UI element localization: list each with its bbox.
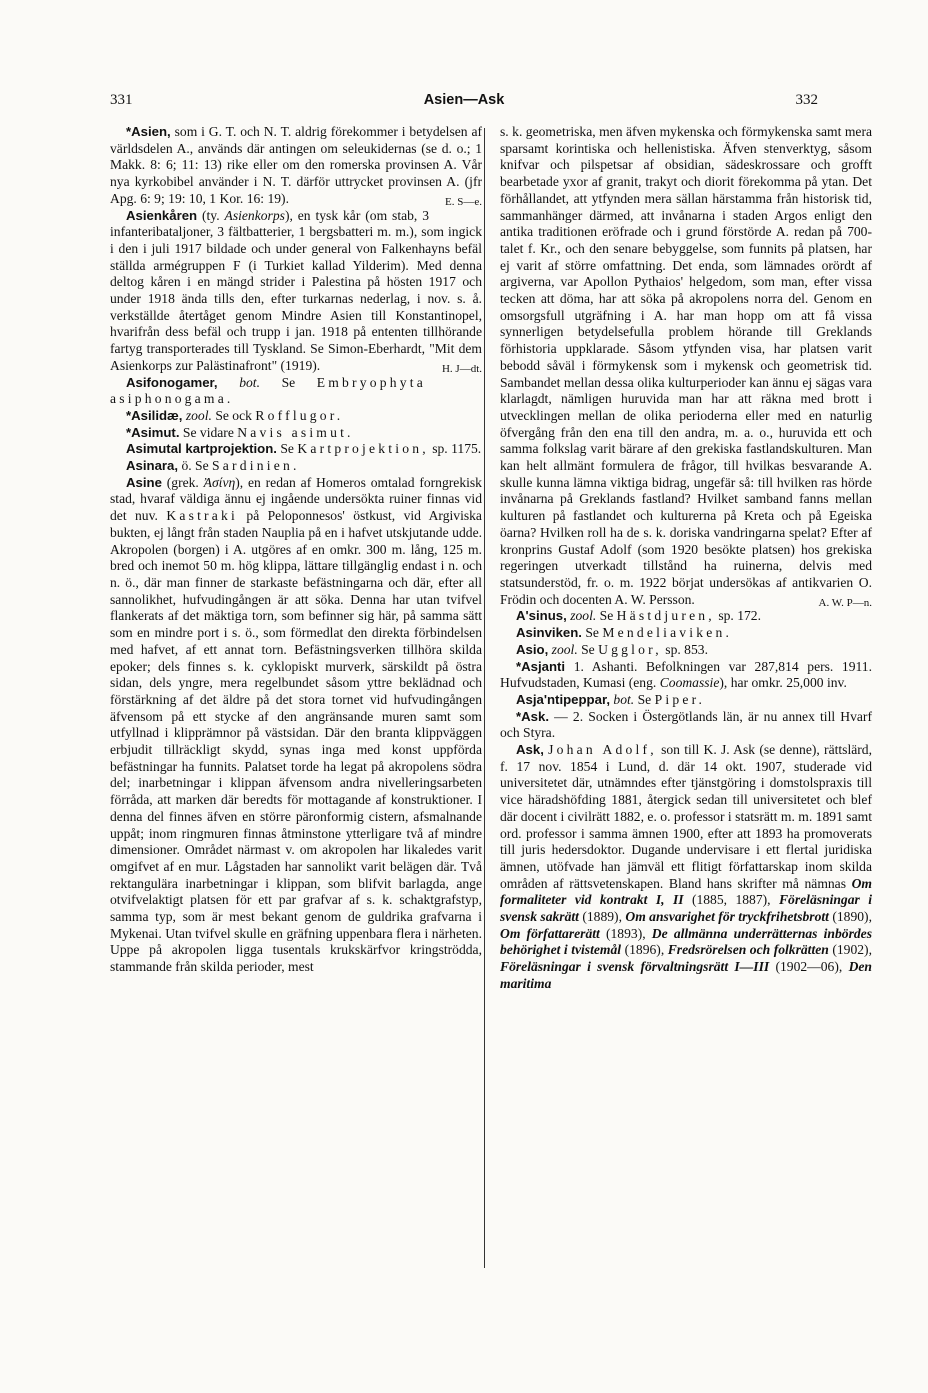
cross-reference: Sardinien. — [212, 458, 300, 474]
column-divider — [484, 128, 485, 1268]
greek-term: Ἀσίνη — [203, 474, 236, 490]
entry-text: på Peloponnesos' östkust, vid Argiviska bukten, ej långt från staden Nauplia på en i hafvet utskjutande udde. Akropolen (borgen) i A. utgöres af en omkr. 300 m. lång, 125 m. bred och inemot 50 m. hög klippa, lättare tillgänglig endast i n. och n. ö., där man finner de starkaste befästningarna och där, efter all sannolikhet, hufvudingången är att söka. Denna har utan tvifvel flankerats af det mäktiga torn, som befinner sig här, på samma sätt som en mindre port i s. ö., som förmedlat den direkta förbindelsen med hafvet, af ett annat torn. Befästningsverken tillhöra skilda epoker; dels finnes s. k. cyklopiskt murverk, särskildt på östra sidan, dels yngre, mera regelbundet såsom yttre beklädnad och förstärkning af det äldre på det stora tornet vid hufvudingången äfvensom på ett stycke af den angränsande muren samt som utfyllnad i klipprämnor på västsidan. Där den branta klippväggen erbjudit tillräckligt skydd, synas inga med konst uppförda befästningar ha funnits. Palatset torde ha legat på akropolens södra del; inarbetningar i klippan äfvensom andra nivelleringsarbeten förråda, att marken där beredts för mottagande af konstruktioner. I denna del finnes äfven en större päronformig cistern, afsmalnande uppåt; inom ringmuren finnas åtminstone ytterligare två af mindre dimensioner. Området närmast v. om akropolen har likaledes varit omgifvet af en mur. Lågstaden har sannolikt varit belägen där. Två rektangulära inarbetningar i klippan, som blifvit barlagda, ange otvifvelaktigt platsen för ett par grafvar af s. k. schaktgrafstyp, samma typ, som är mest bekant genom de guldrika grafvarna i Mykenai. Utan tvifvel skulle en gräfning uppenbara flera i närheten. Uppe på akropolen ligga tusentals krukskärfvor kringströdda, stammande från skilda perioder, mest — [110, 508, 482, 975]
entry-text: ö. Se — [181, 458, 209, 474]
work-title: Föreläsningar i svensk sakrätt — [500, 892, 872, 925]
headword: *Asimut. — [126, 424, 180, 440]
entry-text: (1902), — [832, 942, 872, 958]
see-label: Se ock — [215, 407, 252, 423]
cross-reference: Rofflugor. — [255, 407, 344, 423]
headword: Ask, — [516, 742, 544, 758]
entry-text: sp. 853. — [665, 641, 708, 657]
see-label: Se — [281, 374, 296, 390]
author-signature: A. W. P—n. — [818, 596, 872, 609]
entry-asine-continued — [500, 124, 872, 608]
entry-text: (1893), — [605, 925, 646, 941]
entry-asilidae — [110, 408, 482, 425]
see-label: Se — [581, 641, 595, 657]
headword: *Asien, — [126, 124, 171, 139]
field-label: zool. — [551, 641, 578, 657]
cross-reference: Embryophyta asiphonogama. — [110, 374, 426, 407]
entry-asinara — [110, 458, 482, 475]
entry-text: sp. 172. — [718, 608, 761, 624]
headword: *Ask. — [516, 708, 549, 724]
author-signature: H. J—dt. — [441, 362, 482, 375]
entry-asjanti — [500, 659, 872, 692]
cross-reference: Piper. — [654, 691, 706, 707]
cross-reference: Kartprojektion, — [297, 441, 429, 457]
field-label: zool. — [570, 608, 597, 624]
field-label: bot. — [239, 374, 260, 390]
entry-text: son till K. J. Ask (se denne), rättslärd, f. 17 nov. 1854 i Lund, d. där 14 okt. 1907, studerade vid universitetet där, utnämndes efter tjänstgöring i domstolspraxis till vice häradshöfding 1881, återgick sedan till universitetet och blef där docent i civilrätt 1882, e. o. professor i statsrätt m. m. 1891 samt ord. professor i samma ämnen 1900, efter att 1893 ha promoverats till juris hedersdoktor. Dugande undervisare i ett flertal juridiska ämnen, utöfvade han jämväl ett flitigt författarskap inom skilda områden af rättsvetenskapen. Bland hans skrifter må nämnas — [500, 742, 872, 891]
entry-text: (ty. — [202, 207, 220, 223]
entry-asienkaren — [110, 208, 482, 375]
field-label: bot. — [613, 691, 635, 707]
entry-text: ), en redan af Homeros omtalad forngrekisk stad, hvaraf väldiga ännu ej ingående undersökta ruiner finnas vid det nuv. — [110, 474, 482, 524]
headword: *Asilidæ, — [126, 407, 183, 423]
headword: Asienkåren — [126, 207, 198, 223]
headword: A'sinus, — [516, 608, 567, 624]
headword: Asine — [126, 474, 162, 490]
see-label: Se — [599, 608, 614, 624]
entry-asinus — [500, 608, 872, 625]
work-title: Föreläsningar i svensk förvaltningsrätt I—III — [500, 959, 770, 975]
right-column — [500, 124, 872, 993]
entry-text: s. k. geometriska, men äfven mykenska och förmykenska samt mera sparsamt korintiska och hellenistiska. Äfven stenverktyg, såsom knifvar och pilspetsar af obsidian, sädeskrossare och grofft bearbetade yxor af granit, trakyt och diorit förekomma på ytan. Det förhållandet, att ytfynden mera sällan härstamma från historisk tid, sammanhänger därmed, att invånarna i staden Argos enligt den antika traditionen eröfrade och i grund förstörde A. redan på 700-talet f. Kr., och den senare bebyggelse, som funnits på platsen, har ej varit af större omfattning. Det enda, som lämnades orördt af argiverna, var Apollon Pythaios' helgedom, som man, efter vissa tecken att döma, har att söka på akropolens norra del. Genom en omsorgsfull utgräfning i A. har man hopp om att få vissa synnerligen betydelsefulla problem hörande till Greklands förhistoria uppklarade. Såsom ytfynden visa, har platsen varit bebodd såväl i förmykensk som i mykensk och geometrisk tid. Sambandet mellan dessa olika kulturperioder kan ännu ej sägas vara klarlagdt, nämligen huruvida man har att räkna med brott i utvecklingen mellan de olika perioderna eller med en naturlig öfvergång från den ena till den andra, m. a. o., huruvida ett och samma folkslag varit bärare af den grekiska fastlandskulturen. Man kan helt allmänt formulera de frågor, till hvilkas besvarande A. skulle kunna lämna viktiga bidrag, ungefär så: till hvilken ras hörde invånarna på Greklands fastland? Hvilket samband fanns mellan kulturen på fastlandet och kulturerna på Kreta och på Egeiska öarna? Hvilken roll ha de s. k. doriska vandringarna spelat? Efter af kronprins Gustaf Adolf (som 1920 besökte platsen) hos grekiska regeringen utverkadt tillstånd ha ruinerna, delvis med statsunderstöd, fr. o. m. 1922 börjat undersökas af antikvarien O. Frödin och docenten A. W. Persson. — [500, 124, 872, 607]
cross-reference: Hästdjuren, — [616, 608, 715, 624]
entry-text: (1889), — [582, 909, 622, 925]
author-signature: E. S—e. — [445, 195, 482, 208]
spaced-term: Kastraki — [166, 508, 238, 524]
entry-text: (grek. — [166, 474, 199, 490]
work-title: Den maritima — [500, 959, 872, 991]
entry-asine — [110, 475, 482, 976]
italic-term: Coomassie — [659, 675, 720, 691]
work-title: Om formaliteter vid kontrakt I, II — [500, 875, 872, 908]
work-title: Om ansvarighet för tryckfrihetsbrott — [625, 909, 829, 925]
entry-asio — [500, 642, 872, 659]
entry-text: — 2. Socken i Östergötlands län, är nu annex till Hvarf och Styra. — [500, 708, 872, 741]
entry-ask-johan-adolf — [500, 742, 872, 993]
see-label: Se — [280, 441, 294, 457]
entry-ask-socken — [500, 709, 872, 742]
headword: Asio, — [516, 641, 549, 657]
headword: Asifonogamer, — [126, 374, 218, 390]
left-column — [110, 124, 482, 976]
entry-text: (1896), — [624, 942, 665, 958]
headword: Asja'ntipeppar, — [516, 691, 611, 707]
see-label: Se — [585, 625, 599, 641]
entry-asimutal — [110, 441, 482, 458]
headword: Asinara, — [126, 458, 179, 474]
entry-text: ), har omkr. 25,000 inv. — [719, 675, 847, 691]
entry-text: (1902—06), — [775, 959, 843, 975]
entry-text: som i G. T. och N. T. aldrig förekommer i betydelsen af världsdelen A., används där antingen om seleukidernas (se d. o.; 1 Makk. 8: 6; 11: 13) rike eller om den romerska provinsen A. Vår nya kyrkobibel använder i N. T. därför uttrycket provinsen A. (jfr Apg. 6: 9; 19: 10, 1 Kor. 16: 19). — [110, 124, 483, 206]
person-name: Johan Adolf, — [548, 742, 657, 758]
entry-text: (1890), — [832, 909, 872, 925]
entry-text: ), en tysk kår (om stab, 3 infanteribataljoner, 3 fältbatterier, 1 bergsbatteri m. m.), som ingick i den i juli 1917 bildade och under general von Falkenhayns befäl ställda armégruppen F (i Turkiet kallad Yilderim). Med denna deltog kåren i en mängd strider i Palestina på hösten 1917 och under 1918 ända tills den, efter turkarnas nederlag, i nov. s. å. verkställde återtåget genom Mindre Asien till Konstantinopel, hvarifrån dess befäl och trupp i jan. 1918 på ententen tillhörande fartyg transporterades till Tyskland. Se Simon-Eberhardt, "Mit dem Asienkorps zur Palästinafront" (1919). — [110, 207, 482, 373]
page-number-right: 332 — [795, 92, 818, 108]
see-label: Se vidare — [182, 424, 234, 440]
work-title: Fredsrörelsen och folkrätten — [667, 942, 829, 958]
work-title: De allmänna underrätternas inbördes behörighet i tvistemål — [500, 925, 872, 958]
entry-asimut — [110, 425, 482, 442]
entry-text: 1. Ashanti. Befolkningen var 287,814 pers. 1911. Hufvudstaden, Kumasi (eng. — [500, 658, 872, 691]
headword: *Asjanti — [516, 658, 566, 674]
entry-asifonogamer — [110, 375, 482, 408]
see-label: Se — [637, 691, 652, 707]
italic-term: Asienkorps — [224, 207, 285, 223]
page-number-left: 331 — [110, 92, 133, 108]
cross-reference: Ugglor, — [598, 641, 662, 657]
entry-asien — [110, 124, 482, 208]
headword: Asinviken. — [516, 625, 582, 641]
field-label: zool. — [185, 407, 212, 423]
entry-text: sp. 1175. — [432, 441, 482, 457]
running-header: Asien—Ask — [423, 92, 505, 108]
entry-text: (1885, 1887), — [691, 892, 771, 908]
entry-asjantipeppar — [500, 692, 872, 709]
headword: Asimutal kartprojektion. — [126, 441, 277, 457]
entry-asinviken — [500, 625, 872, 642]
cross-reference: Mendeliaviken. — [602, 625, 733, 641]
cross-reference: Navis asimut. — [237, 424, 354, 440]
work-title: Om författarerätt — [500, 925, 600, 941]
